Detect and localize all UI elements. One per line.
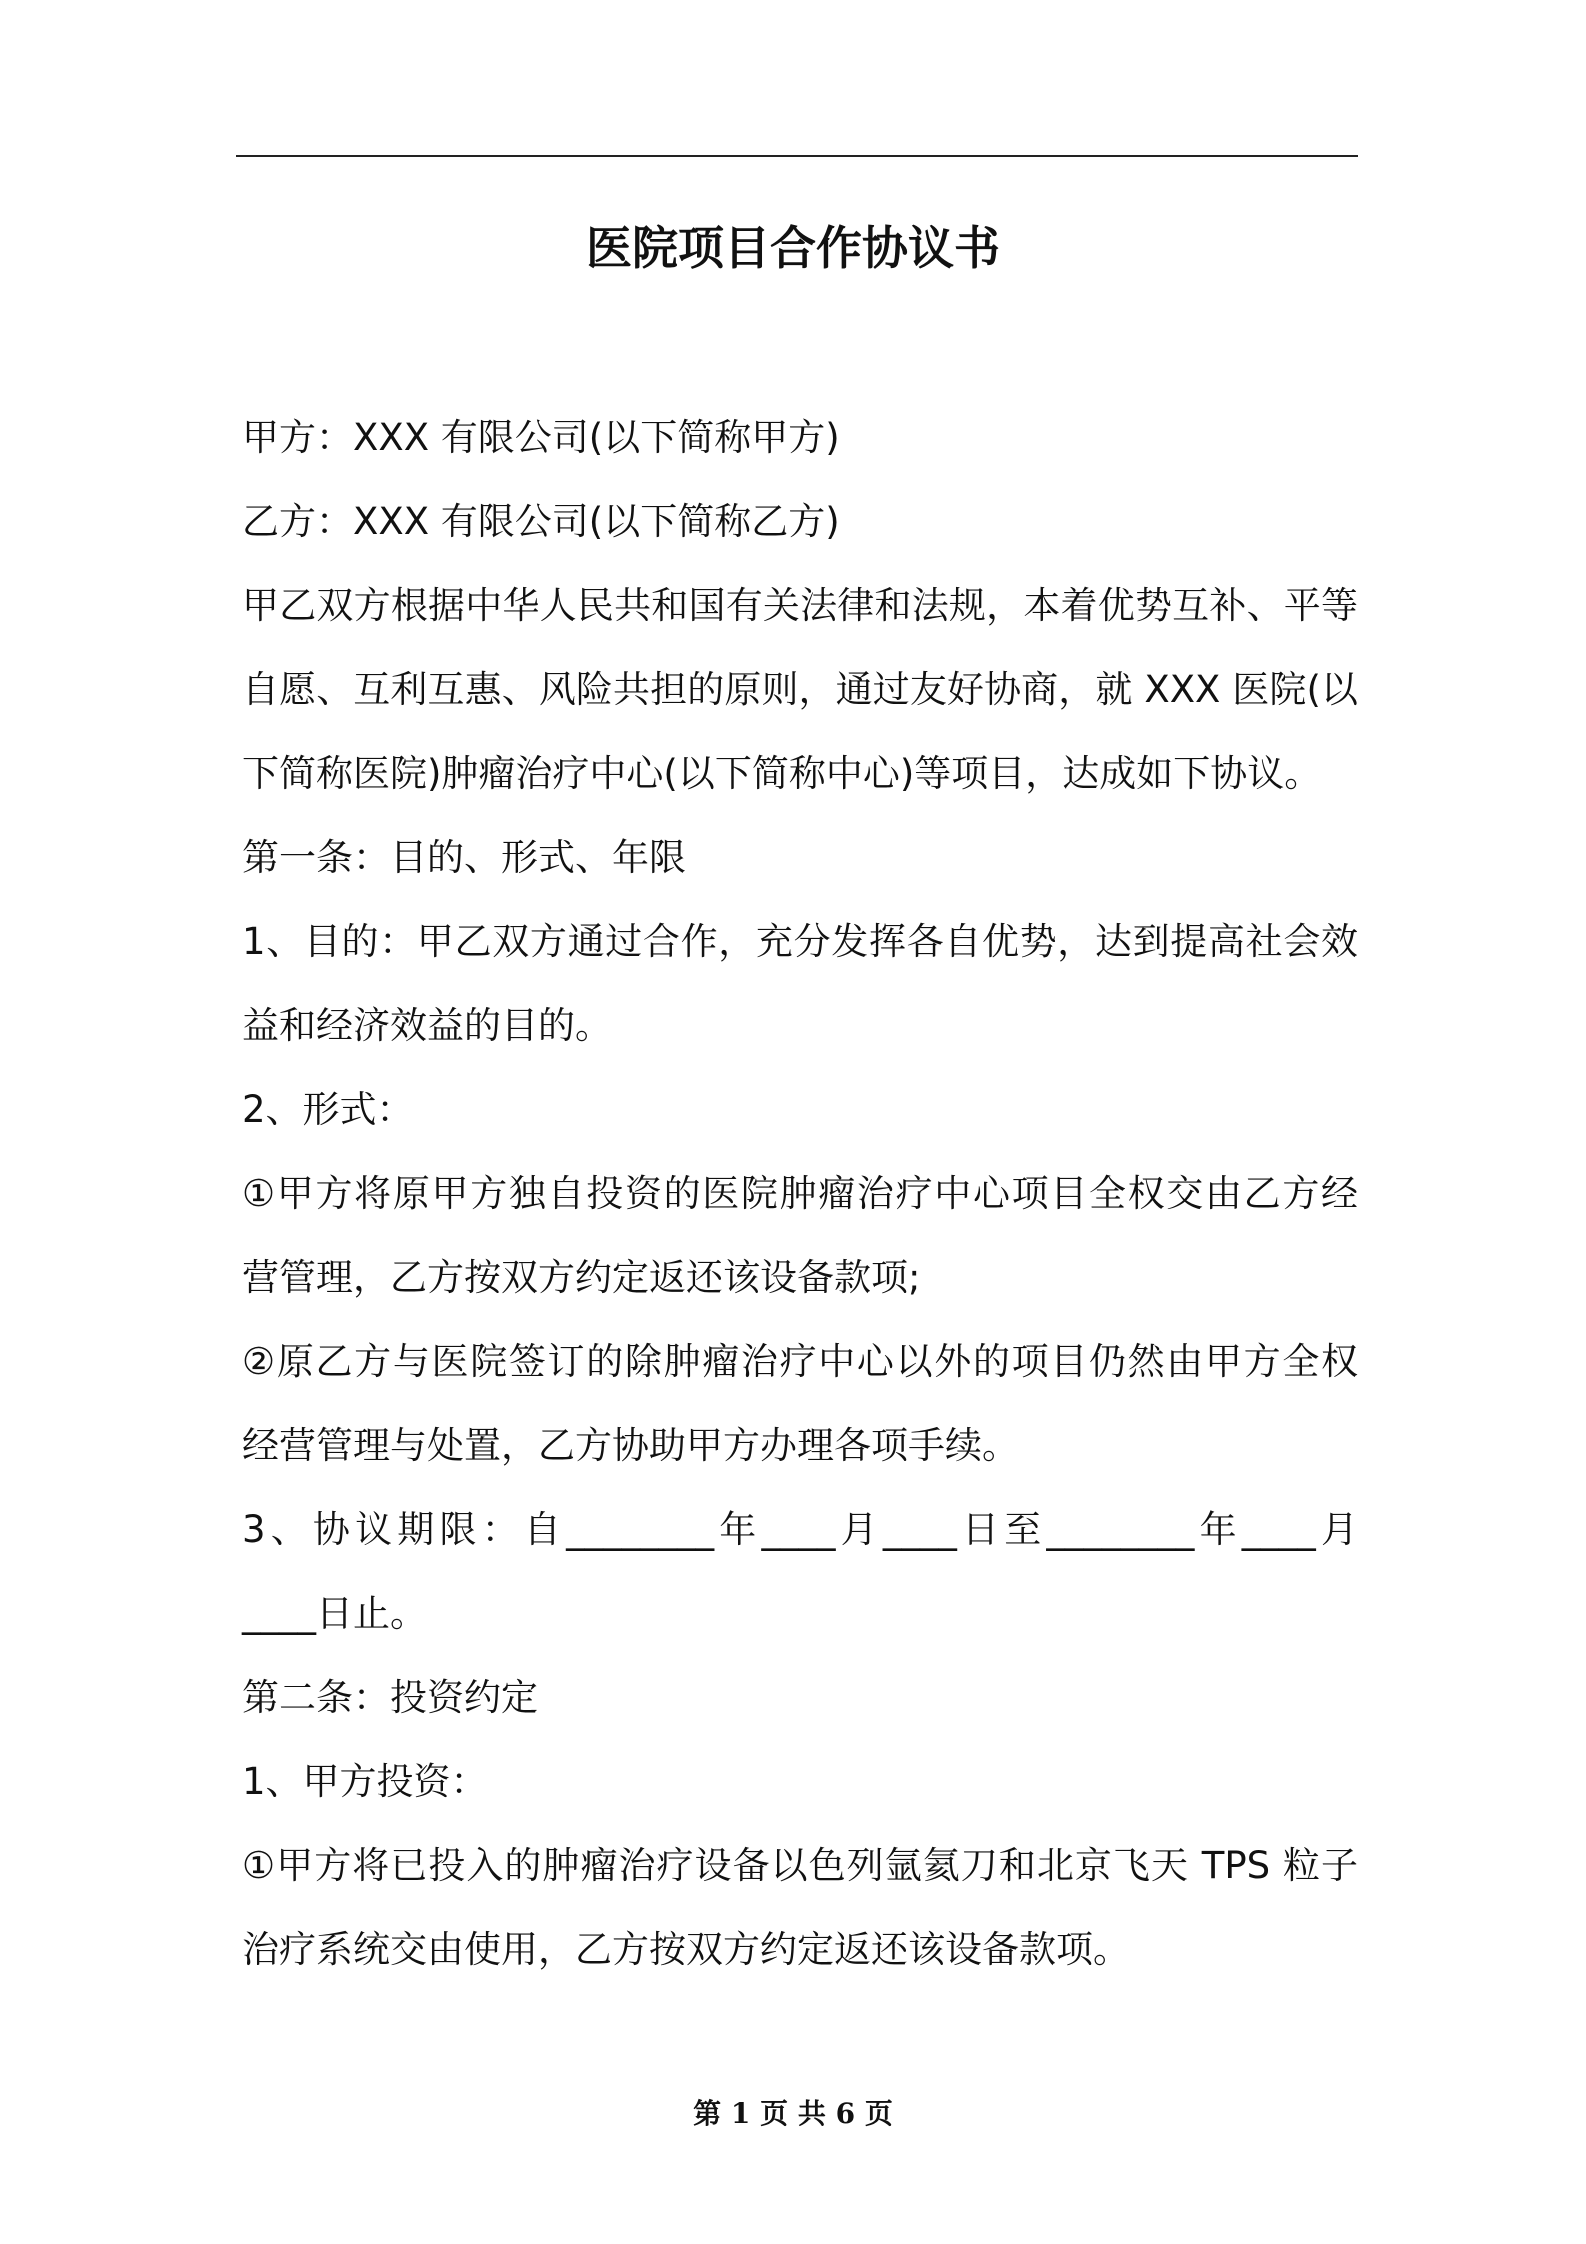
clause-line: ①甲方将已投入的肿瘤治疗设备以色列氩氦刀和北京飞天 TPS 粒子: [242, 1844, 1358, 1887]
party-b-line: 乙方：XXX 有限公司(以下简称乙方): [242, 500, 840, 543]
preamble-line: 自愿、互利互惠、风险共担的原则，通过友好协商，就 XXX 医院(以: [242, 668, 1358, 711]
clause-line: ①甲方将原甲方独自投资的医院肿瘤治疗中心项目全权交由乙方经: [242, 1172, 1358, 1215]
clause-line: 1、甲方投资：: [242, 1760, 488, 1803]
header-rule: [236, 155, 1358, 157]
party-a-line: 甲方：XXX 有限公司(以下简称甲方): [242, 416, 840, 459]
preamble-line: 下简称医院)肿瘤治疗中心(以下简称中心)等项目，达成如下协议。: [242, 752, 1322, 795]
term-line: 3、协议期限：自________年____月____日至________年____月: [242, 1508, 1358, 1551]
clause-line: 营管理，乙方按双方约定返还该设备款项;: [242, 1256, 921, 1299]
preamble-line: 甲乙双方根据中华人民共和国有关法律和法规，本着优势互补、平等: [242, 584, 1358, 627]
clause-line: 1、目的：甲乙双方通过合作，充分发挥各自优势，达到提高社会效: [242, 920, 1358, 963]
article-heading: 第二条：投资约定: [242, 1676, 538, 1719]
document-body: [242, 396, 1358, 1992]
term-line: ____日止。: [242, 1592, 427, 1635]
page-number: 第 1 页 共 6 页: [693, 2097, 893, 2130]
article-heading: 第一条：目的、形式、年限: [242, 836, 686, 879]
clause-line: 治疗系统交由使用，乙方按双方约定返还该设备款项。: [242, 1928, 1130, 1971]
clause-line: 经营管理与处置，乙方协助甲方办理各项手续。: [242, 1424, 1019, 1467]
clause-line: 2、形式：: [242, 1088, 414, 1131]
clause-line: ②原乙方与医院签订的除肿瘤治疗中心以外的项目仍然由甲方全权: [242, 1340, 1358, 1383]
clause-line: 益和经济效益的目的。: [242, 1004, 612, 1047]
document-title: 医院项目合作协议书: [586, 221, 1000, 275]
